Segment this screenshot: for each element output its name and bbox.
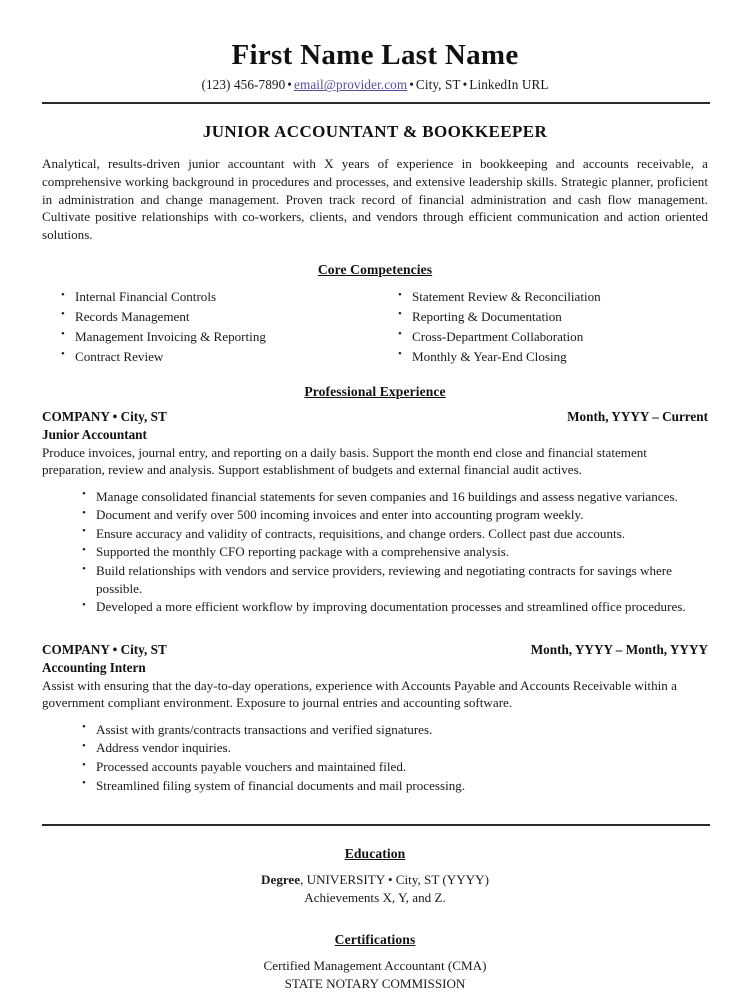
footer-divider	[42, 824, 710, 826]
section-heading-competencies: Core Competencies	[317, 262, 433, 278]
contact-separator-1: •	[287, 77, 293, 93]
resume-header	[0, 0, 750, 93]
education-degree: Degree	[261, 872, 301, 888]
list-item: • Build relationships with vendors and service providers, reviewing and negotiating contracts for savings where possible.	[42, 562, 708, 597]
list-item: • Reporting & Documentation	[375, 307, 708, 327]
education-achievements: Achievements X, Y, and Z.	[304, 890, 446, 906]
resume-body	[0, 155, 750, 794]
job-company: COMPANY • City, ST	[42, 641, 167, 657]
section-heading-experience: Professional Experience	[304, 383, 446, 399]
experience-entry-1	[42, 409, 708, 616]
certification-item: STATE NOTARY COMMISSION	[284, 976, 466, 992]
section-heading-education: Education	[344, 846, 406, 862]
contact-separator-3: •	[462, 77, 468, 93]
job-bullet-list	[42, 488, 708, 616]
list-item: • Statement Review & Reconciliation	[375, 287, 708, 307]
contact-line	[0, 77, 750, 93]
job-dates: Month, YYYY – Current	[567, 408, 708, 424]
list-item: • Address vendor inquiries.	[42, 739, 708, 757]
education-section	[0, 846, 750, 907]
job-description: Assist with ensuring that the day-to-day operations, experience with Accounts Payable and Accounts Receivable within a government compliant environment. Exposure to journal entries and accounting software.	[42, 678, 677, 711]
list-item: • Assist with grants/contracts transactions and verified signatures.	[42, 721, 708, 739]
education-institution: , UNIVERSITY • City, ST (YYYY)	[300, 872, 489, 888]
email-link[interactable]: email@provider.com	[294, 77, 408, 93]
list-item: • Developed a more efficient workflow by improving documentation processes and streamlined office procedures.	[42, 598, 708, 616]
professional-summary: Analytical, results-driven junior accountant with X years of experience in bookkeeping and accounts receivable, a comprehensive working background in procedures and processes, and extensive leadership skills. Strategic planner, proficient in administration and change management. Proven track record of financial administration and cash flow management. Cultivate positive relationships with co-workers, clients, and vendors through efficient communication and action oriented solutions.	[42, 156, 708, 242]
list-item: • Streamlined filing system of financial documents and mail processing.	[42, 777, 708, 795]
core-competencies-list	[42, 287, 708, 367]
job-role: Junior Accountant	[42, 426, 147, 442]
certification-item: Certified Management Accountant (CMA)	[263, 958, 487, 974]
list-item: • Supported the monthly CFO reporting package with a comprehensive analysis.	[42, 543, 708, 561]
job-header	[42, 409, 708, 425]
job-description: Produce invoices, journal entry, and reporting on a daily basis. Support the month end close and financial statement preparation, review and analysis. Support establishment of budgets and external financial audit actives.	[42, 444, 647, 478]
list-item: • Internal Financial Controls	[42, 287, 375, 307]
linkedin-text: LinkedIn URL	[469, 77, 549, 93]
contact-separator-2: •	[409, 77, 414, 93]
list-item: • Ensure accuracy and validity of contracts, requisitions, and change orders. Collect past due accounts.	[42, 525, 708, 543]
competencies-column-left	[42, 287, 375, 367]
job-company: COMPANY • City, ST	[42, 408, 167, 424]
location-text: City, ST	[415, 77, 461, 93]
job-header	[42, 642, 708, 658]
list-item: • Manage consolidated financial statements for seven companies and 16 buildings and assess negative variances.	[42, 488, 708, 506]
footer-divider-wrap	[0, 824, 750, 826]
job-role: Accounting Intern	[42, 659, 146, 675]
list-item: • Monthly & Year-End Closing	[375, 347, 708, 367]
target-job-title: JUNIOR ACCOUNTANT & BOOKKEEPER	[202, 122, 548, 142]
list-item: • Management Invoicing & Reporting	[42, 327, 375, 347]
list-item: • Contract Review	[42, 347, 375, 367]
list-item: • Processed accounts payable vouchers and maintained filed.	[42, 758, 708, 776]
phone-number: (123) 456-7890	[201, 77, 286, 93]
header-divider	[42, 102, 710, 104]
candidate-name: First Name Last Name	[231, 39, 519, 71]
job-bullet-list	[42, 721, 708, 794]
job-dates: Month, YYYY – Month, YYYY	[530, 641, 708, 657]
list-item: • Document and verify over 500 incoming invoices and enter into accounting program weekly.	[42, 506, 708, 524]
list-item: • Records Management	[42, 307, 375, 327]
education-degree-line	[42, 871, 708, 889]
certifications-section	[0, 932, 750, 993]
section-heading-certifications: Certifications	[334, 932, 416, 948]
list-item: • Cross-Department Collaboration	[375, 327, 708, 347]
competencies-column-right	[375, 287, 708, 367]
experience-entry-2	[42, 642, 708, 794]
